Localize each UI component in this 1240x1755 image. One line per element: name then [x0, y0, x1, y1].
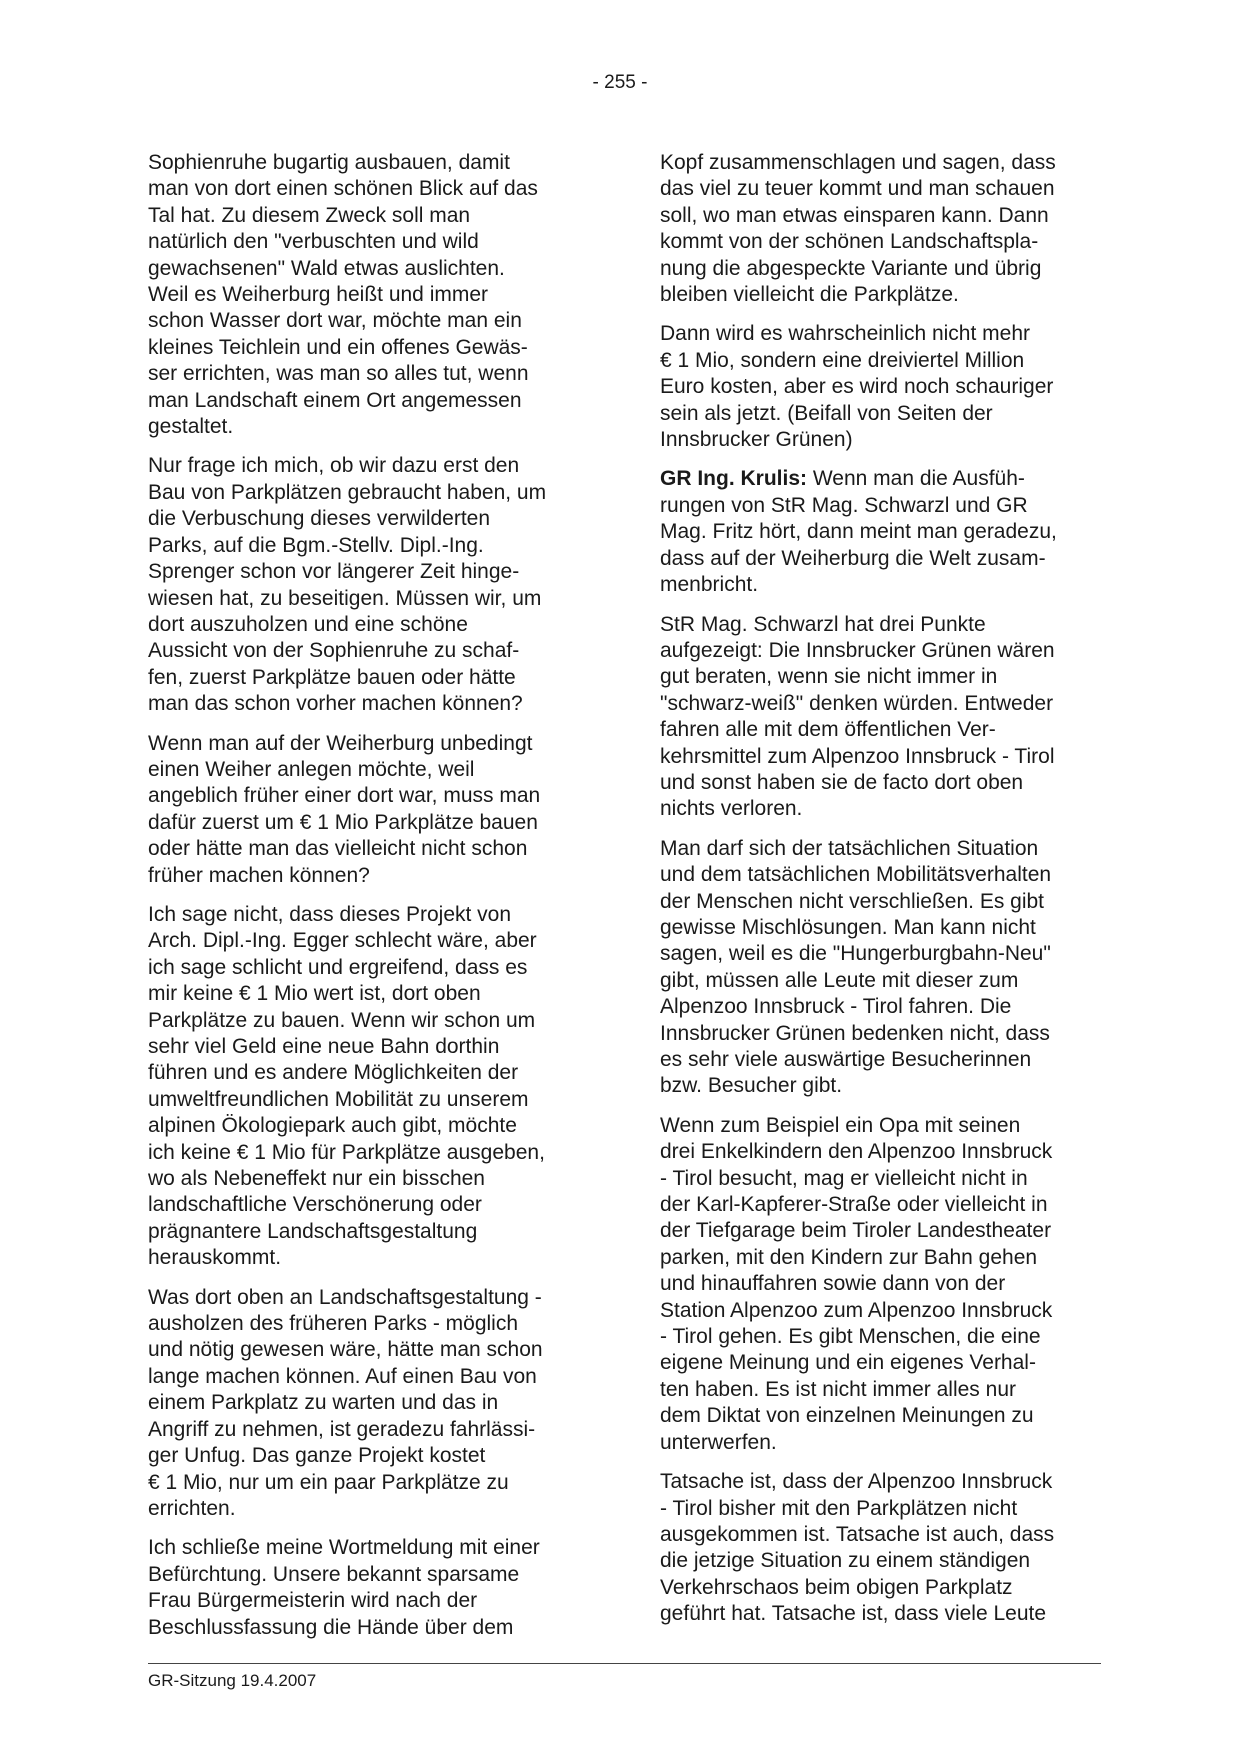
paragraph [660, 466, 1130, 598]
paragraph-line: Befürchtung. Unsere bekannt sparsame [148, 1562, 520, 1586]
paragraph-line: drei Enkelkindern den Alpenzoo Innsbruck [660, 1140, 1053, 1164]
paragraph-line: Man darf sich der tatsächlichen Situation [660, 836, 1039, 860]
paragraph-line: sehr viel Geld eine neue Bahn dorthin [148, 1035, 500, 1058]
paragraph [148, 150, 618, 440]
paragraph [148, 453, 618, 717]
paragraph-line: der Karl-Kapferer-Straße oder vielleicht in [660, 1193, 1048, 1217]
paragraph-line: Wenn zum Beispiel ein Opa mit seinen [660, 1113, 1021, 1137]
paragraph-line: Ich schließe meine Wortmeldung mit einer [148, 1536, 540, 1560]
footer-text: GR-Sitzung 19.4.2007 [148, 1671, 317, 1690]
paragraph-line: Weil es Weiherburg heißt und immer [148, 283, 489, 307]
paragraph-line: Dann wird es wahrscheinlich nicht mehr [660, 322, 1030, 346]
paragraph-line: dafür zuerst um € 1 Mio Parkplätze bauen [148, 810, 538, 834]
footer-divider [148, 1663, 1101, 1664]
paragraph [660, 150, 1130, 308]
paragraph-line: ser errichten, was man so alles tut, wenn [148, 362, 529, 386]
paragraph-line: menbricht. [660, 573, 759, 597]
paragraph-line: unterwerfen. [660, 1430, 777, 1454]
paragraph-line: Sprenger schon vor längerer Zeit hinge- [148, 560, 520, 584]
paragraph-line: der Tiefgarage beim Tiroler Landestheater [660, 1219, 1052, 1243]
paragraph-line: - Tirol bisher mit den Parkplätzen nicht [660, 1496, 1018, 1520]
paragraph-line: fen, zuerst Parkplätze bauen oder hätte [148, 665, 516, 689]
paragraph-line: man von dort einen schönen Blick auf das [148, 177, 538, 201]
paragraph-line: Bau von Parkplätzen gebraucht haben, um [148, 480, 547, 504]
paragraph-line: dass auf der Weiherburg die Welt zusam- [660, 546, 1046, 570]
paragraph-line [660, 466, 1130, 492]
paragraph-line: - Tirol gehen. Es gibt Menschen, die eine [660, 1325, 1041, 1349]
paragraph-line: die jetzige Situation zu einem ständigen [660, 1549, 1031, 1573]
paragraph-line: gewisse Mischlösungen. Man kann nicht [660, 915, 1036, 939]
paragraph-line: sein als jetzt. (Beifall von Seiten der [660, 401, 993, 425]
paragraph-line: € 1 Mio, sondern eine dreiviertel Million [660, 348, 1025, 372]
paragraph-line: Tal hat. Zu diesem Zweck soll man [148, 203, 471, 227]
paragraph-line: Innsbrucker Grünen) [660, 428, 853, 452]
paragraph-line: Wenn man auf der Weiherburg unbedingt [148, 731, 533, 755]
speaker-line-rest: Wenn man die Ausfüh- [807, 467, 1025, 491]
paragraph-line: ger Unfug. Das ganze Projekt kostet [148, 1444, 486, 1468]
paragraph-line: nung die abgespeckte Variante und übrig [660, 256, 1042, 280]
paragraph-line: Euro kosten, aber es wird noch schauriger [660, 375, 1054, 399]
paragraph-line: oder hätte man das vielleicht nicht schon [148, 837, 528, 861]
paragraph-line: natürlich den "verbuschten und wild [148, 230, 479, 254]
paragraph [660, 1113, 1130, 1456]
paragraph-line: soll, wo man etwas einsparen kann. Dann [660, 203, 1049, 227]
paragraph-line: prägnantere Landschaftsgestaltung [148, 1219, 478, 1243]
paragraph-line: führen und es andere Möglichkeiten der [148, 1061, 519, 1085]
paragraph-line: einen Weiher anlegen möchte, weil [148, 757, 475, 781]
paragraph-line: Parks, auf die Bgm.-Stellv. Dipl.-Ing. [148, 533, 484, 557]
paragraph-line: herauskommt. [148, 1246, 282, 1270]
paragraph-line: Arch. Dipl.-Ing. Egger schlecht wäre, aber [148, 929, 537, 953]
paragraph-line: ten haben. Es ist nicht immer alles nur [660, 1377, 1016, 1401]
paragraph-line: wiesen hat, zu beseitigen. Müssen wir, um [148, 586, 542, 610]
paragraph [148, 1285, 618, 1523]
paragraph [660, 321, 1130, 453]
paragraph-line: landschaftliche Verschönerung oder [148, 1193, 482, 1217]
paragraph-line: aufgezeigt: Die Innsbrucker Grünen wären [660, 638, 1055, 662]
paragraph-line: geführt hat. Tatsache ist, dass viele Leute [660, 1602, 1047, 1626]
paragraph-line: errichten. [148, 1496, 236, 1520]
paragraph-line: ausgekommen ist. Tatsache ist auch, dass [660, 1522, 1055, 1546]
left-column [148, 150, 618, 1654]
paragraph-line: dort auszuholzen und eine schöne [148, 612, 468, 636]
paragraph-line: dem Diktat von einzelnen Meinungen zu [660, 1404, 1034, 1428]
paragraph-line: Alpenzoo Innsbruck - Tirol fahren. Die [660, 995, 1012, 1019]
paragraph-line: Tatsache ist, dass der Alpenzoo Innsbruck [660, 1470, 1053, 1494]
paragraph-line: angeblich früher einer dort war, muss man [148, 784, 541, 808]
paragraph-line: Ich sage nicht, dass dieses Projekt von [148, 902, 512, 926]
paragraph-line: die Verbuschung dieses verwilderten [148, 507, 491, 531]
paragraph-line: und hinauffahren sowie dann von der [660, 1272, 1006, 1296]
paragraph-line: - Tirol besucht, mag er vielleicht nicht in [660, 1166, 1028, 1190]
paragraph-line: der Menschen nicht verschließen. Es gibt [660, 889, 1045, 913]
paragraph-line: ich sage schlicht und ergreifend, dass es [148, 955, 528, 979]
paragraph [660, 612, 1130, 823]
page-number: - 255 - [592, 72, 648, 93]
paragraph [148, 731, 618, 889]
paragraph-line: man Landschaft einem Ort angemessen [148, 388, 522, 412]
paragraph-line: Beschlussfassung die Hände über dem [148, 1615, 514, 1639]
paragraph-line: Sophienruhe bugartig ausbauen, damit [148, 151, 510, 174]
paragraph-line: das viel zu teuer kommt und man schauen [660, 177, 1055, 201]
paragraph-line: bzw. Besucher gibt. [660, 1074, 843, 1098]
paragraph-line: Frau Bürgermeisterin wird nach der [148, 1589, 478, 1613]
paragraph [148, 902, 618, 1272]
paragraph-line: ich keine € 1 Mio für Parkplätze ausgeben, [148, 1140, 545, 1164]
paragraph-line: Angriff zu nehmen, ist geradezu fahrlässi- [148, 1417, 536, 1441]
paragraph-line: Verkehrschaos beim obigen Parkplatz [660, 1575, 1013, 1599]
paragraph-line: einem Parkplatz zu warten und das in [148, 1391, 499, 1415]
paragraph-line: umweltfreundlichen Mobilität zu unserem [148, 1087, 529, 1111]
paragraph-line: rungen von StR Mag. Schwarzl und GR [660, 493, 1028, 517]
right-column [660, 150, 1130, 1641]
paragraph-line: mir keine € 1 Mio wert ist, dort oben [148, 982, 481, 1006]
paragraph-line: Kopf zusammenschlagen und sagen, dass [660, 151, 1056, 174]
paragraph-line: parken, mit den Kindern zur Bahn gehen [660, 1245, 1038, 1269]
paragraph-line: gibt, müssen alle Leute mit dieser zum [660, 968, 1019, 992]
paragraph-line: lange machen können. Auf einen Bau von [148, 1364, 537, 1388]
paragraph-line: bleiben vielleicht die Parkplätze. [660, 283, 959, 307]
paragraph-line: Station Alpenzoo zum Alpenzoo Innsbruck [660, 1298, 1053, 1322]
paragraph-line: gut beraten, wenn sie nicht immer in [660, 665, 998, 689]
paragraph [660, 1469, 1130, 1627]
paragraph-line: und sonst haben sie de facto dort oben [660, 770, 1024, 794]
paragraph-line: Innsbrucker Grünen bedenken nicht, dass [660, 1021, 1050, 1045]
paragraph [660, 836, 1130, 1100]
paragraph-line: "schwarz-weiß" denken würden. Entweder [660, 691, 1054, 715]
paragraph-line: StR Mag. Schwarzl hat drei Punkte [660, 612, 986, 636]
paragraph-line: gewachsenen" Wald etwas auslichten. [148, 256, 505, 280]
paragraph-line: alpinen Ökologiepark auch gibt, möchte [148, 1114, 517, 1138]
paragraph-line: Mag. Fritz hört, dann meint man geradezu, [660, 520, 1057, 544]
paragraph-line: Aussicht von der Sophienruhe zu schaf- [148, 639, 520, 663]
speaker-name: GR Ing. Krulis: [660, 467, 807, 491]
paragraph-line: eigene Meinung und ein eigenes Verhal- [660, 1351, 1036, 1375]
paragraph-line: sagen, weil es die "Hungerburgbahn-Neu" [660, 942, 1051, 966]
paragraph-line: € 1 Mio, nur um ein paar Parkplätze zu [148, 1470, 509, 1494]
paragraph-line: und dem tatsächlichen Mobilitätsverhalten [660, 863, 1052, 887]
paragraph-line: kehrsmittel zum Alpenzoo Innsbruck - Tirol [660, 744, 1055, 768]
paragraph-line: schon Wasser dort war, möchte man ein [148, 309, 522, 333]
paragraph-line: kleines Teichlein und ein offenes Gewäs- [148, 335, 528, 359]
paragraph-line: Parkplätze zu bauen. Wenn wir schon um [148, 1008, 536, 1032]
paragraph-line: nichts verloren. [660, 797, 803, 821]
paragraph-line: kommt von der schönen Landschaftspla- [660, 230, 1039, 254]
paragraph-line: und nötig gewesen wäre, hätte man schon [148, 1338, 543, 1362]
paragraph-line: Was dort oben an Landschaftsgestaltung - [148, 1285, 542, 1309]
paragraph-line: früher machen können? [148, 863, 370, 887]
paragraph-line: gestaltet. [148, 415, 234, 439]
paragraph [148, 1535, 618, 1641]
paragraph-line: wo als Nebeneffekt nur ein bisschen [148, 1167, 485, 1191]
paragraph-line: es sehr viele auswärtige Besucherinnen [660, 1048, 1032, 1071]
paragraph-line: ausholzen des früheren Parks - möglich [148, 1312, 519, 1336]
paragraph-line: fahren alle mit dem öffentlichen Ver- [660, 718, 996, 742]
paragraph-line: man das schon vorher machen können? [148, 692, 523, 716]
paragraph-line: Nur frage ich mich, ob wir dazu erst den [148, 454, 520, 478]
